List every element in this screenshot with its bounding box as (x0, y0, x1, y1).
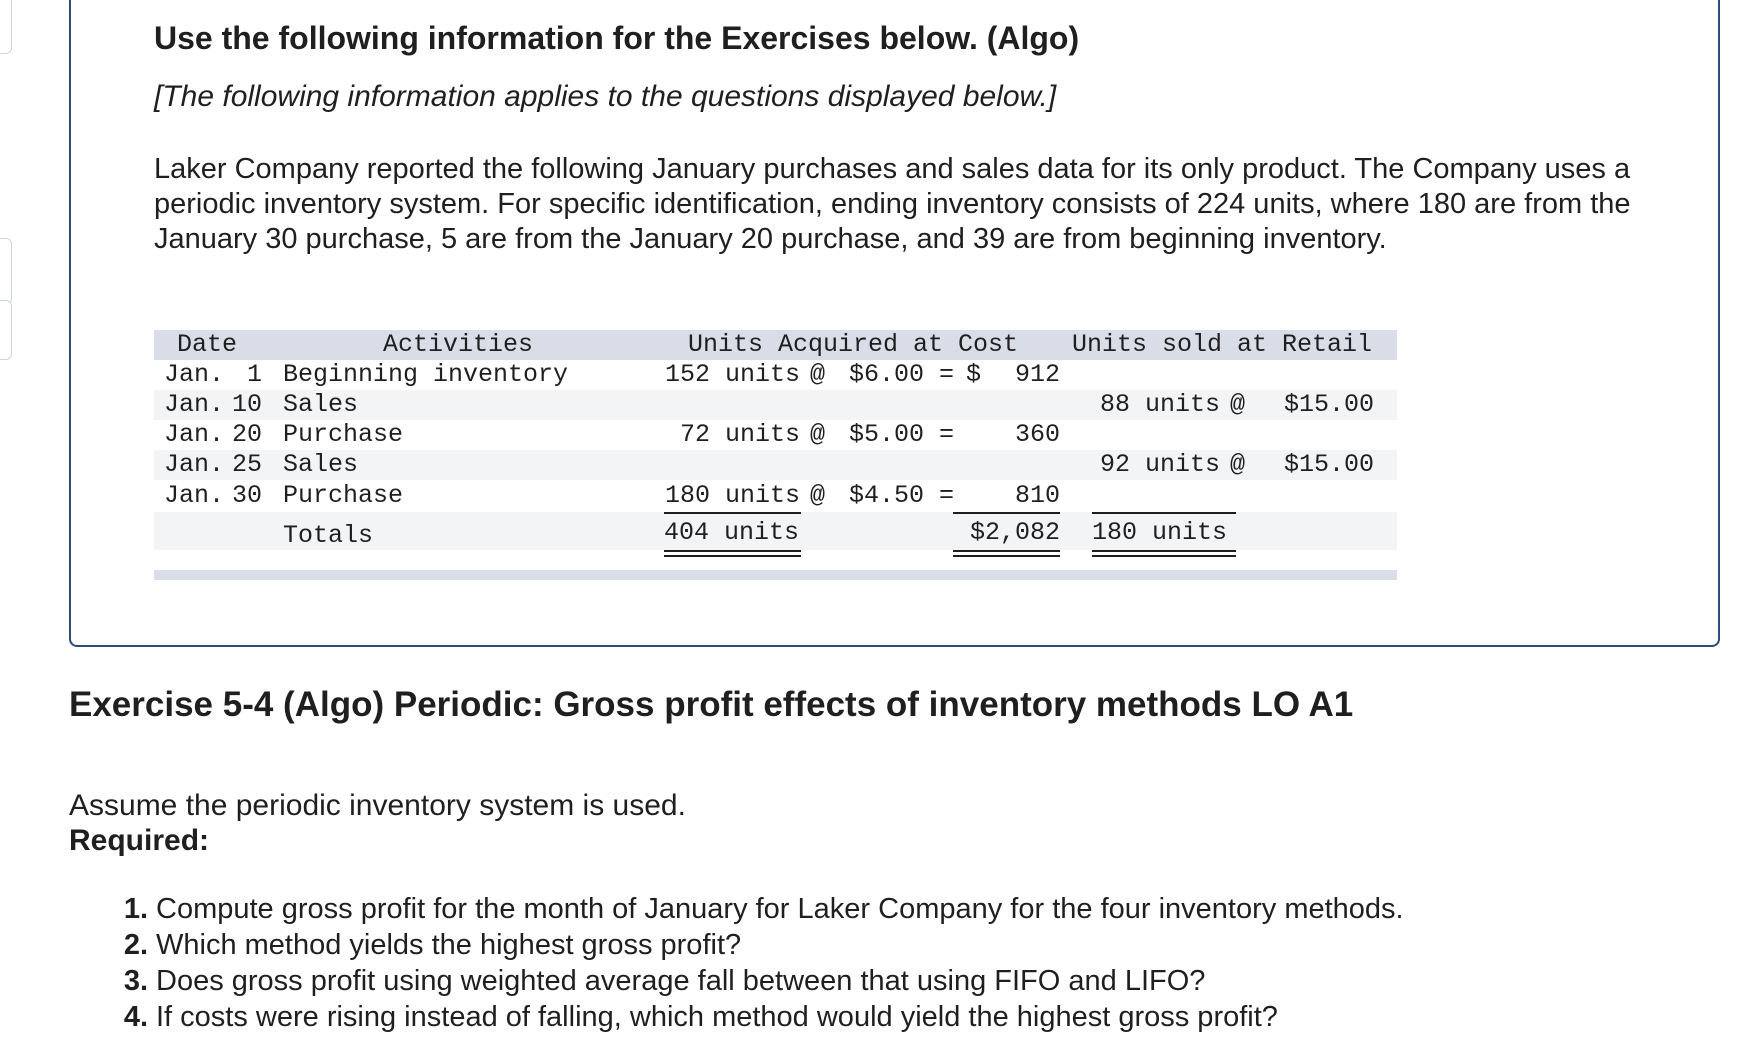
totals-sold-units: 180 units (1092, 518, 1228, 547)
header-activities: Activities (383, 330, 534, 359)
acq-price: $5.00 = (848, 420, 954, 449)
row-activity: Beginning inventory (283, 360, 569, 389)
acq-units: 152 units (664, 360, 800, 389)
row-month: Jan. (164, 390, 225, 419)
header-units-acquired: Units Acquired at Cost (688, 330, 1019, 359)
row-month: Jan. (164, 420, 225, 449)
acq-price: $4.50 = (848, 481, 954, 510)
left-edge-tab (0, 238, 12, 304)
info-paragraph: Laker Company reported the following January purchases and sales data for its only product. The Company uses a periodic inventory system. For specific identification, ending inventory consists of 224 units, where 180 are from the January 30 purchase, 5 are from the January 20 purchase, and 39 are from beginning inventory. (154, 153, 1631, 255)
requirement-text: Does gross profit using weighted average fall between that using FIFO and LIFO? (156, 965, 1206, 997)
acq-dollar: $ (966, 360, 982, 389)
sold-at: @ (1230, 390, 1246, 419)
sold-price: $15.00 (1283, 390, 1374, 419)
sold-at: @ (1230, 450, 1246, 479)
requirement-text: Compute gross profit for the month of January for Laker Company for the four inventory methods. (156, 893, 1404, 925)
left-edge-tab (0, 300, 12, 360)
row-day: 10 (231, 390, 262, 419)
sold-units: 88 units (1099, 390, 1220, 419)
sold-price: $15.00 (1283, 450, 1374, 479)
double-underline (664, 550, 801, 557)
acq-units: 180 units (664, 481, 800, 510)
header-date: Date (177, 330, 238, 359)
list-item (110, 927, 1404, 963)
table-footer-bar (154, 570, 1397, 580)
acq-at: @ (810, 420, 826, 449)
acq-at: @ (810, 360, 826, 389)
inventory-table (154, 330, 1397, 580)
list-item (110, 963, 1404, 999)
sold-units: 92 units (1099, 450, 1220, 479)
requirement-number: 4. (123, 1001, 148, 1033)
totals-acq-total: $2,082 (969, 518, 1060, 547)
info-subtitle: [The following information applies to the questions displayed below.] (154, 80, 1057, 113)
acq-units: 72 units (679, 420, 800, 449)
totals-label: Totals (283, 521, 374, 550)
acq-at: @ (810, 481, 826, 510)
header-units-sold: Units sold at Retail (1072, 330, 1373, 359)
left-edge-tab (0, 0, 12, 54)
totals-acq-units: 404 units (664, 518, 800, 547)
row-day: 1 (246, 360, 262, 389)
row-activity: Purchase (283, 481, 404, 510)
required-label: Required: (69, 824, 210, 857)
row-day: 25 (231, 450, 262, 479)
row-month: Jan. (164, 450, 225, 479)
row-activity: Purchase (283, 420, 404, 449)
row-activity: Sales (283, 390, 359, 419)
underline (664, 512, 801, 514)
row-day: 20 (231, 420, 262, 449)
double-underline (1092, 550, 1236, 557)
acq-total: 360 (1014, 420, 1060, 449)
list-item (110, 999, 1404, 1035)
underline (1092, 512, 1236, 514)
requirement-text: If costs were rising instead of falling, which method would yield the highest gross profit? (156, 1001, 1278, 1033)
acq-total: 912 (1014, 360, 1060, 389)
row-day: 30 (231, 481, 262, 510)
requirement-number: 1. (123, 893, 148, 925)
underline (953, 512, 1060, 514)
row-month: Jan. (164, 481, 225, 510)
double-underline (953, 550, 1060, 557)
row-activity: Sales (283, 450, 359, 479)
requirement-number: 3. (123, 965, 148, 997)
list-item (110, 891, 1404, 927)
requirement-number: 2. (123, 929, 148, 961)
assume-text: Assume the periodic inventory system is used. (69, 789, 686, 822)
exercise-title: Exercise 5-4 (Algo) Periodic: Gross profit effects of inventory methods LO A1 (69, 685, 1354, 724)
requirement-text: Which method yields the highest gross profit? (156, 929, 742, 961)
acq-total: 810 (1014, 481, 1060, 510)
requirements-list (110, 891, 1404, 1035)
info-title: Use the following information for the Exercises below. (Algo) (154, 20, 1080, 56)
row-month: Jan. (164, 360, 225, 389)
acq-price: $6.00 = (848, 360, 954, 389)
